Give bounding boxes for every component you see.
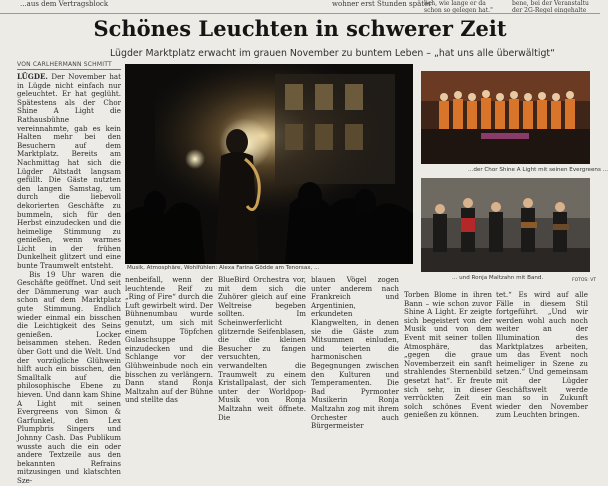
main-photo-caption: Musik, Atmosphäre, Wohlfühlen: Alexa Farina Gödde am Tenorsax, ... [127, 265, 320, 271]
lead-column [17, 72, 122, 485]
body-column-2: nenbeifall, wenn der leuchtende Reif zu „Ring of Fire“ durch die Luft gewirbelt wird. Der Bühnenumbau wurde genutzt, um sich mit einem Töpfchen Gulaschsuppe einzudecken und die Schlange vor der Glühweinbude noch ein bisschen zu verlängern. Dann stand Ronja Maltzahn auf der Bühne und stellte das [125, 275, 213, 405]
body-column-3: BlueBird Orchestra vor, mit dem sich die Zuhörer gleich auf eine Weltreise begeben sollten. Im Scheinwerferlicht glitzernde Seifenblasen, die die kleinen Besucher zu fangen versuchten, verwandelten die Traumwelt zu einem Kristallpalast, der sich unter der Worldpop-Musik von Ronja Maltzahn weit öffnete. Die [218, 275, 306, 422]
strip-text-left: ...aus dem Vertragsblock [20, 0, 109, 8]
lead-paragraph-2: Bis 19 Uhr waren die Geschäfte geöffnet. Und seit der Dämmerung war auch schon auf dem Marktplatz gute Stimmung. Endlich wieder einmal ein bisschen die Leichtigkeit des Seins genießen. Locker beisammen stehen. Reden über Gott und die Welt. Und der vorzügliche Glühwein hilft auch ein bisschen, den Smalltalk auf die philosophische Ebene zu hieven. Und dann kam Shine A Light mit seinen Evergreens von Simon & Garfunkel, den Lex Plumpbris Singers und Johnny Cash. Das Publikum wusste auch die ein oder andere Textzeile aus den bekannten Refrains mitzusingen und klatschten Sze- [17, 269, 122, 485]
dateline: LÜGDE. [17, 72, 48, 81]
main-photo-saxophonist [125, 64, 413, 264]
photo-choir [421, 71, 590, 164]
photo-credit: FOTOS: VT [572, 278, 597, 283]
body-column-5: Torben Blome in ihren Bann – wie schon zuvor Shine A Light. Er zeigte sich begeistert von der Musik und von dem Event mit seiner tollen Atmosphäre, das „gegen die graue Novemberzeit ein sanft strahlendes Sternenbild gesetzt hat“. Er freute sich sehr, in dieser verrückten Zeit ein solch schönes Event genießen zu können. [404, 290, 492, 420]
photo-choir-image [421, 71, 590, 164]
top-divider [0, 13, 600, 14]
band-photo-caption: ... und Ronja Maltzahn mit Band. [452, 275, 544, 281]
previous-article-strip [0, 0, 600, 14]
photo-band-image [421, 178, 590, 272]
article-headline: Schönes Leuchten in schwerer Zeit [93, 16, 507, 41]
body-column-4: blauen Vögel zogen unter anderem nach Frankreich und Argentinien, erkundeten Klangwelten, in denen sie die Gäste zum Mitsummen einluden, und teierten die harmonischen Begegnungen zwischen den Kulturen und Temperamenten. Die Bad Pyrmonter Musikerin Ronja Maltzahn zog mit ihrem Orchester auch Bürgermeister [311, 275, 399, 431]
lead-paragraph-1: Der November hat in Lügde nicht einfach nur geleuchtet. Er hat geglüht. Spätestens als der Chor Shine A Light die Rathausbühne vereinnahmte, gab es kein Halten mehr bei den Besuchern auf dem Marktplatz. Bereits am Nachmittag hat sich die Lügder Altstadt langsam gefüllt. Die Gäste nutzten den langen Samstag, um durch die liebevoll dekorierten Geschäfte zu bummeln, sich für den Herbst einzudecken und die heimelige Stimmung zu genießen, wenn warmes Licht in der frühen Dunkelheit glitzert und eine bunte Traumwelt entsteht. [17, 72, 121, 271]
article-subheadline: Lügder Marktplatz erwacht im grauen November zu buntem Leben – „hat uns alle überwältigt“ [110, 48, 555, 59]
photo-band [421, 178, 590, 272]
choir-photo-caption: ...der Chor Shine A Light mit seinen Evergreens ... [468, 167, 608, 173]
byline: VON CARLHERMANN SCHMITT [17, 61, 121, 70]
strip-text-mid: wohner erst Stunden später [332, 0, 432, 8]
body-column-6: tet.“ Es wird auf alle Fälle in diesem Stil fortgeführt. „Und wir werden wohl auch noch weiter an der Illumination des Marktplatzes arbeiten, um das Event noch heimeliger in Szene zu setzen.“ Und gemeinsam mit der Lügder Geschäftswelt werde man so in Zukunft wieder den November zum Leuchten bringen. [496, 290, 588, 420]
strip-text-right: bene, bei der Veranstaltu der 2G-Regel eingehalte [512, 0, 589, 14]
main-photo-image [125, 64, 413, 264]
strip-text-right-mid: lich, wie lange er da schon so gelegen hat." [424, 0, 493, 14]
